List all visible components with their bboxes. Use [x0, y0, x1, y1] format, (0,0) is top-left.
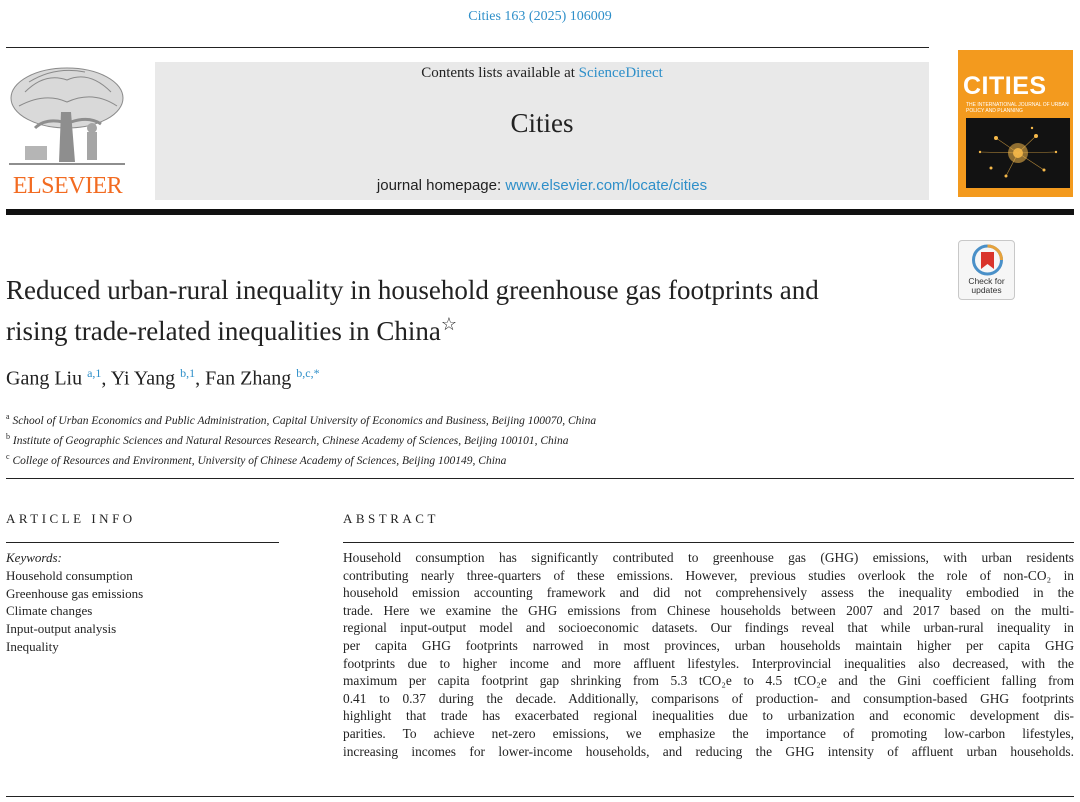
bottom-divider [6, 796, 1074, 797]
abstract-line: Household consumption has significantly contributed to greenhouse gas (GHG) emissions, with urban residents [343, 550, 1074, 565]
keywords-label: Keywords: [6, 550, 62, 565]
journal-homepage-link[interactable]: www.elsevier.com/locate/cities [505, 177, 708, 194]
abstract-line: increasing incomes for lower-income households, and reducing the GHG intensity of affluent urban households. [343, 743, 1074, 759]
abstract-line: highlight that trade has exacerbated regional inequalities due to urbanization and economic development dis- [343, 708, 1074, 724]
abstract-heading: ABSTRACT [343, 511, 439, 526]
abstract-line: trade. Here we examine the GHG emissions from Chinese households between 2007 and 2017 based on the multi- [343, 602, 1074, 618]
section-divider [6, 478, 1074, 479]
keyword-item: Input-output analysis [6, 621, 117, 637]
author-affiliation-marker[interactable]: b,c,* [296, 366, 320, 380]
journal-citation-link[interactable]: Cities 163 (2025) 106009 [468, 9, 612, 24]
top-divider [6, 47, 929, 48]
contents-line [155, 65, 929, 82]
elsevier-logo[interactable] [5, 62, 130, 200]
author-affiliation-marker[interactable]: b,1 [180, 366, 196, 380]
homepage-prefix: journal homepage: [376, 177, 506, 194]
cover-title: CITIES [963, 72, 1047, 100]
author-list: Gang Liu $^{a,1}$, Yi Yang $^{b,1}$, Fan Zhang $^{b,c,*}$ [6, 366, 320, 390]
header-thick-divider [6, 209, 1074, 215]
elsevier-wordmark: ELSEVIER [12, 173, 123, 199]
journal-masthead [155, 62, 929, 200]
article-title [6, 273, 946, 348]
abstract-divider [343, 542, 1074, 543]
abstract-line: contributing nearly three-quarters of these emissions. However, previous studies overlook the role of non-CO₂ in [343, 567, 1074, 583]
contents-prefix: Contents lists available at [421, 65, 579, 81]
abstract-line: regional input-output model and socioeconomic datasets. Our findings reveal that while urban-rural inequality in [343, 620, 1074, 636]
city-lights-map-icon [966, 118, 1070, 188]
updates-label: Check for updates [968, 276, 1005, 295]
article-info-heading: ARTICLE INFO [6, 511, 136, 526]
title-footnote-star-icon[interactable]: ☆ [440, 314, 458, 334]
author-name[interactable]: Fan Zhang [205, 367, 292, 390]
abstract-line: household emission accounting framework and did not comprehensively assess the inequality embodied in the [343, 585, 1074, 601]
sciencedirect-link[interactable]: ScienceDirect [578, 65, 663, 81]
abstract-line: parities. To achieve net-zero emissions, we emphasize the importance of promoting low-carbon lifestyles, [343, 725, 1074, 741]
keyword-item: Climate changes [6, 603, 93, 619]
article-info-divider [6, 542, 279, 543]
abstract-line: maximum per capita footprint gap shrinking from 5.3 tCO₂e to 4.5 tCO₂e and the Gini coefficient falling from [343, 673, 1074, 689]
affiliation-item: $^b$ Institute of Geographic Sciences and Natural Resources Research, Chinese Academy of Sciences, Beijing 100101, China [6, 431, 569, 447]
author-name[interactable]: Gang Liu [6, 367, 83, 390]
keywords-list [6, 549, 143, 656]
keyword-item: Greenhouse gas emissions [6, 585, 144, 601]
elsevier-tree-icon [5, 62, 130, 174]
keyword-item: Inequality [6, 638, 59, 654]
cover-subtitle: THE INTERNATIONAL JOURNAL OF URBAN POLICY AND PLANNING [966, 102, 1069, 114]
journal-name: Cities [510, 108, 574, 138]
author-affiliation-marker[interactable]: a,1 [87, 366, 102, 380]
abstract-line: per capita GHG footprints narrowed in most provinces, urban households maintain higher per capita GHG [343, 637, 1074, 653]
homepage-line [155, 177, 929, 194]
affiliation-list [6, 409, 1006, 468]
affiliation-item: $^a$ School of Urban Economics and Public Administration, Capital University of Economics and Business, Beijing 100070, China [6, 412, 597, 427]
journal-cover[interactable] [958, 50, 1073, 197]
article-title-line-1: Reduced urban-rural inequality in household greenhouse gas footprints and [6, 275, 819, 305]
abstract-line: footprints due to higher income and more affluent lifestyles. Interprovincial inequalities also decreased, with the [343, 655, 1074, 671]
affiliation-item: $^c$ College of Resources and Environment, University of Chinese Academy of Sciences, Beijing 100149, China [6, 451, 507, 467]
abstract-line: 0.41 to 0.37 during the decade. Additionally, comparisons of production- and consumption-based GHG footprints [343, 690, 1074, 706]
abstract-body [343, 549, 1074, 760]
check-for-updates-button[interactable] [958, 240, 1015, 300]
keyword-item: Household consumption [6, 567, 133, 583]
bookmark-ribbon-icon [959, 243, 1016, 279]
author-name[interactable]: Yi Yang [110, 367, 176, 390]
article-title-line-2: rising trade-related inequalities in China [6, 316, 441, 346]
